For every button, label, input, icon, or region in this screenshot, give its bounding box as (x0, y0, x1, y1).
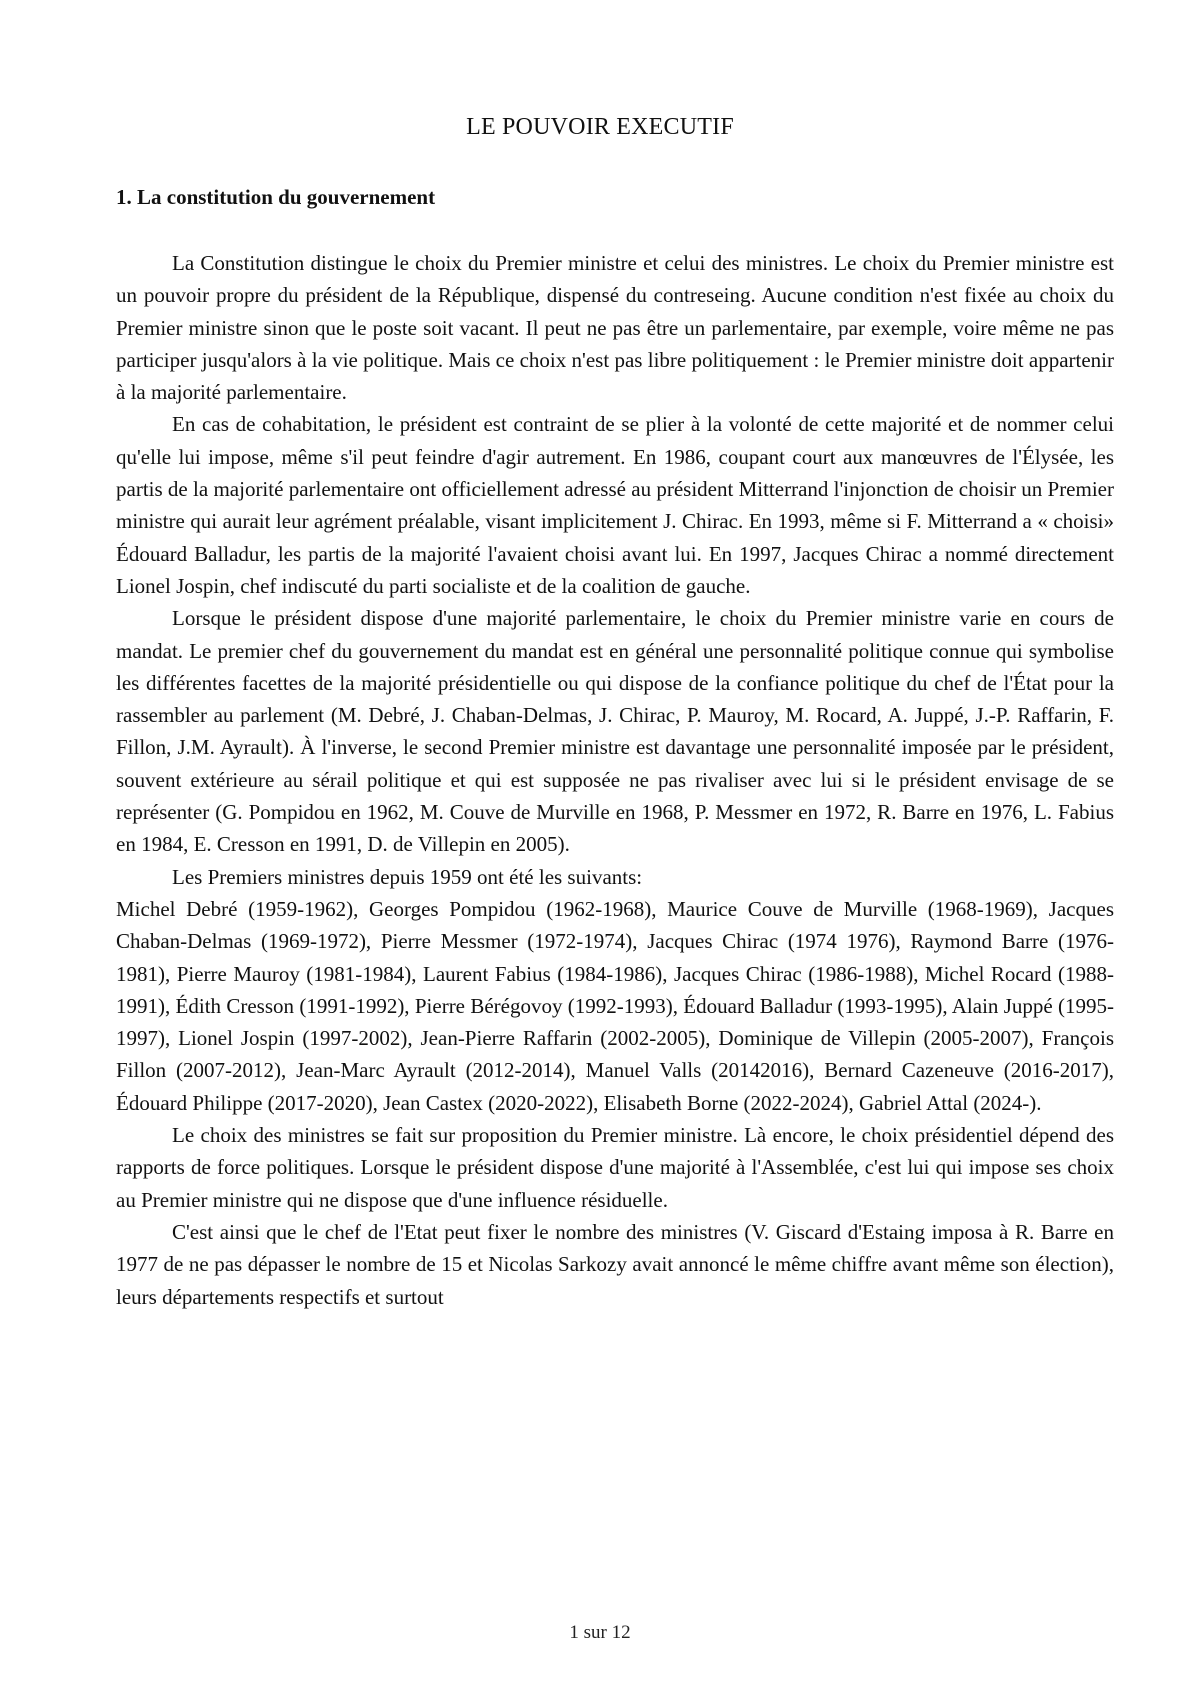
page-number: 1 sur 12 (569, 1622, 631, 1643)
paragraph: Lorsque le président dispose d'une majorité parlementaire, le choix du Premier ministre varie en cours de mandat. Le premier chef du gouvernement du mandat est en général une personnalité politique connue qui symbolise les différentes facettes de la majorité présidentielle ou qui dispose de la confiance politique du chef de l'État pour la rassembler au parlement (M. Debré, J. Chaban-Delmas, J. Chirac, P. Mauroy, M. Rocard, A. Juppé, J.-P. Raffarin, F. Fillon, J.M. Ayrault). À l'inverse, le second Premier ministre est davantage une personnalité imposée par le président, souvent extérieure au sérail politique et qui est supposée ne pas rivaliser avec lui si le président envisage de se représenter (G. Pompidou en 1962, M. Couve de Murville en 1968, P. Messmer en 1972, R. Barre en 1976, L. Fabius en 1984, E. Cresson en 1991, D. de Villepin en 2005). (116, 606, 1114, 857)
document-body (116, 247, 1114, 1313)
document-title: LE POUVOIR EXECUTIF (466, 114, 734, 140)
paragraph: C'est ainsi que le chef de l'Etat peut fixer le nombre des ministres (V. Giscard d'Estaing imposa à R. Barre en 1977 de ne pas dépasser le nombre de 15 et Nicolas Sarkozy avait annoncé le même chiffre avant même son élection), leurs départements respectifs et surtout (116, 1219, 1114, 1309)
paragraph: Les Premiers ministres depuis 1959 ont été les suivants: (172, 864, 643, 889)
paragraph: La Constitution distingue le choix du Premier ministre et celui des ministres. Le choix du Premier ministre est un pouvoir propre du président de la République, dispensé du contreseing. Aucune condition n'est fixée au choix du Premier ministre sinon que le poste soit vacant. Il peut ne pas être un parlementaire, par exemple, voire même ne pas participer jusqu'alors à la vie politique. Mais ce choix n'est pas libre politiquement : le Premier ministre doit appartenir à la majorité parlementaire. (116, 251, 1114, 405)
paragraph: En cas de cohabitation, le président est contraint de se plier à la volonté de cette majorité et de nommer celui qu'elle lui impose, même s'il peut feindre d'agir autrement. En 1986, coupant court aux manœuvres de l'Élysée, les partis de la majorité parlementaire ont officiellement adressé au président Mitterrand l'injonction de choisir un Premier ministre qui aurait leur agrément préalable, visant implicitement J. Chirac. En 1993, même si F. Mitterrand a « choisi» Édouard Balladur, les partis de la majorité l'avaient choisi avant lui. En 1997, Jacques Chirac a nommé directement Lionel Jospin, chef indiscuté du parti socialiste et de la coalition de gauche. (116, 412, 1114, 598)
paragraph: Le choix des ministres se fait sur proposition du Premier ministre. Là encore, le choix présidentiel dépend des rapports de force politiques. Lorsque le président dispose d'une majorité à l'Assemblée, c'est lui qui impose ses choix au Premier ministre qui ne dispose que d'une influence résiduelle. (116, 1123, 1114, 1212)
prime-ministers-list: Michel Debré (1959-1962), Georges Pompidou (1962-1968), Maurice Couve de Murville (1968-1969), Jacques Chaban-Delmas (1969-1972), Pierre Messmer (1972-1974), Jacques Chirac (1974 1976), Raymond Barre (1976-1981), Pierre Mauroy (1981-1984), Laurent Fabius (1984-1986), Jacques Chirac (1986-1988), Michel Rocard (1988-1991), Édith Cresson (1991-1992), Pierre Bérégovoy (1992-1993), Édouard Balladur (1993-1995), Alain Juppé (1995-1997), Lionel Jospin (1997-2002), Jean-Pierre Raffarin (2002-2005), Dominique de Villepin (2005-2007), François Fillon (2007-2012), Jean-Marc Ayrault (2012-2014), Manuel Valls (20142016), Bernard Cazeneuve (2016-2017), Édouard Philippe (2017-2020), Jean Castex (2020-2022), Elisabeth Borne (2022-2024), Gabriel Attal (2024-). (116, 896, 1114, 1115)
section-heading: 1. La constitution du gouvernement (116, 185, 436, 209)
